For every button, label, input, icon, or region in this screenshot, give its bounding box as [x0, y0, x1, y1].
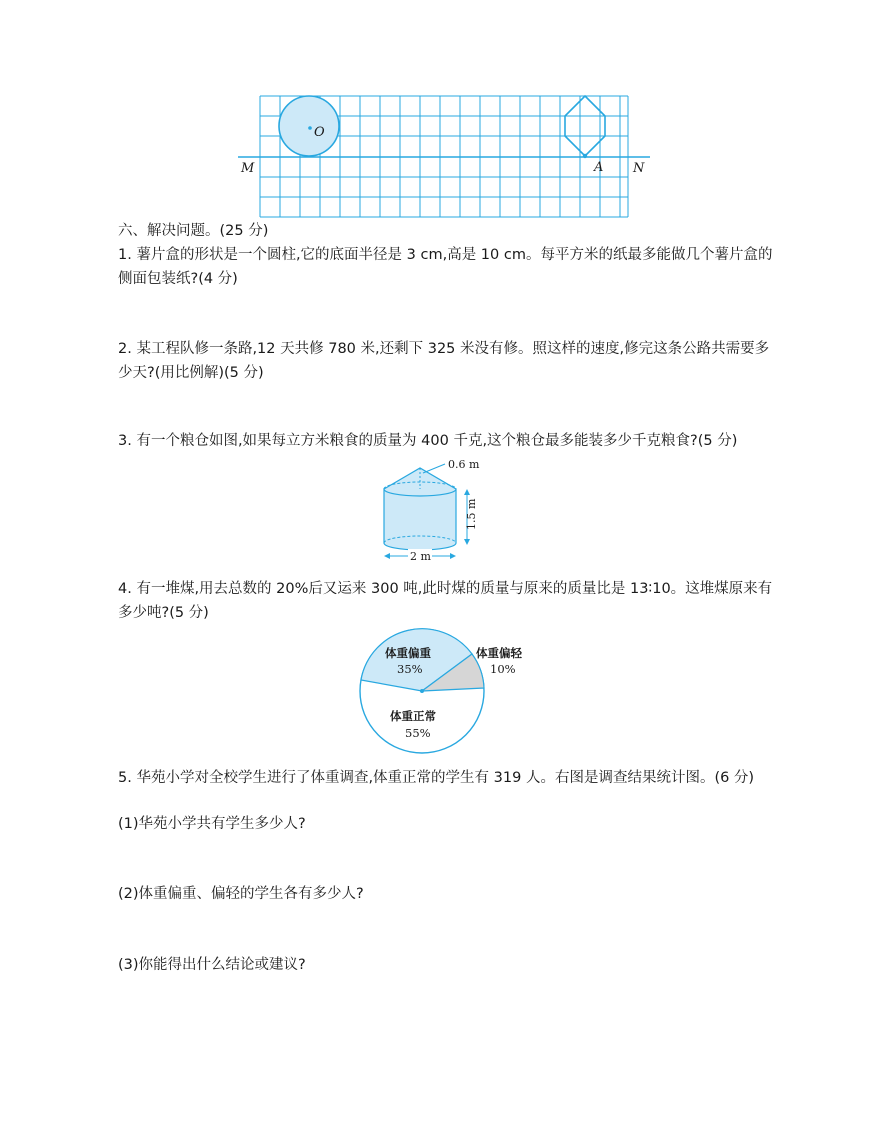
question-5: 5. 华苑小学对全校学生进行了体重调查,体重正常的学生有 319 人。右图是调查结果统计图。(6 分) — [118, 770, 755, 786]
label-underweight: 体重偏轻 — [476, 646, 522, 660]
pie-chart — [352, 626, 537, 760]
question-4: 4. 有一堆煤,用去总数的 20%后又运来 300 吨,此时煤的质量与原来的质量比是 13∶10。这堆煤原来有多少吨?(5 分) — [118, 581, 773, 621]
granary-figure — [372, 452, 492, 570]
question-5-part-1: (1)华苑小学共有学生多少人? — [118, 816, 306, 832]
cyl-height-arrow-bottom — [464, 539, 470, 545]
label-normal: 体重正常 — [390, 709, 436, 723]
diameter-arrow-right — [450, 553, 456, 559]
question-2: 2. 某工程队修一条路,12 天共修 780 米,还剩下 325 米没有修。照这样的速度,修完这条公路共需要多少天?(用比例解)(5 分) — [118, 341, 770, 381]
hexagon-shape — [565, 96, 605, 156]
circle-o — [279, 96, 339, 156]
cylinder-body — [384, 489, 456, 550]
diameter-arrow-left — [384, 553, 390, 559]
label-m: M — [241, 161, 255, 176]
cyl-height-arrow-top — [464, 489, 470, 495]
question-3: 3. 有一个粮仓如图,如果每立方米粮食的质量为 400 千克,这个粮仓最多能装多少千克粮食?(5 分) — [118, 433, 738, 449]
grid-figure — [236, 90, 656, 222]
point-a — [583, 154, 587, 158]
pct-underweight: 10% — [490, 662, 516, 676]
cone-height-leader — [423, 464, 445, 473]
question-1: 1. 薯片盒的形状是一个圆柱,它的底面半径是 3 cm,高是 10 cm。每平方米的纸最多能做几个薯片盒的侧面包装纸?(4 分) — [118, 247, 773, 287]
section-title: 六、解决问题。(25 分) — [118, 223, 269, 239]
cyl-height-label: 1.5 m — [465, 498, 478, 530]
label-n: N — [633, 161, 645, 176]
label-a: A — [594, 160, 604, 175]
question-5-part-3: (3)你能得出什么结论或建议? — [118, 957, 306, 973]
center-point-o — [308, 126, 312, 130]
question-5-part-2: (2)体重偏重、偏轻的学生各有多少人? — [118, 886, 364, 902]
diameter-label: 2 m — [410, 550, 431, 563]
cone-height-label: 0.6 m — [448, 458, 480, 471]
label-overweight: 体重偏重 — [385, 646, 431, 660]
label-o: O — [314, 125, 325, 140]
pie-center — [420, 689, 424, 693]
pct-overweight: 35% — [397, 662, 423, 676]
pct-normal: 55% — [405, 726, 431, 740]
